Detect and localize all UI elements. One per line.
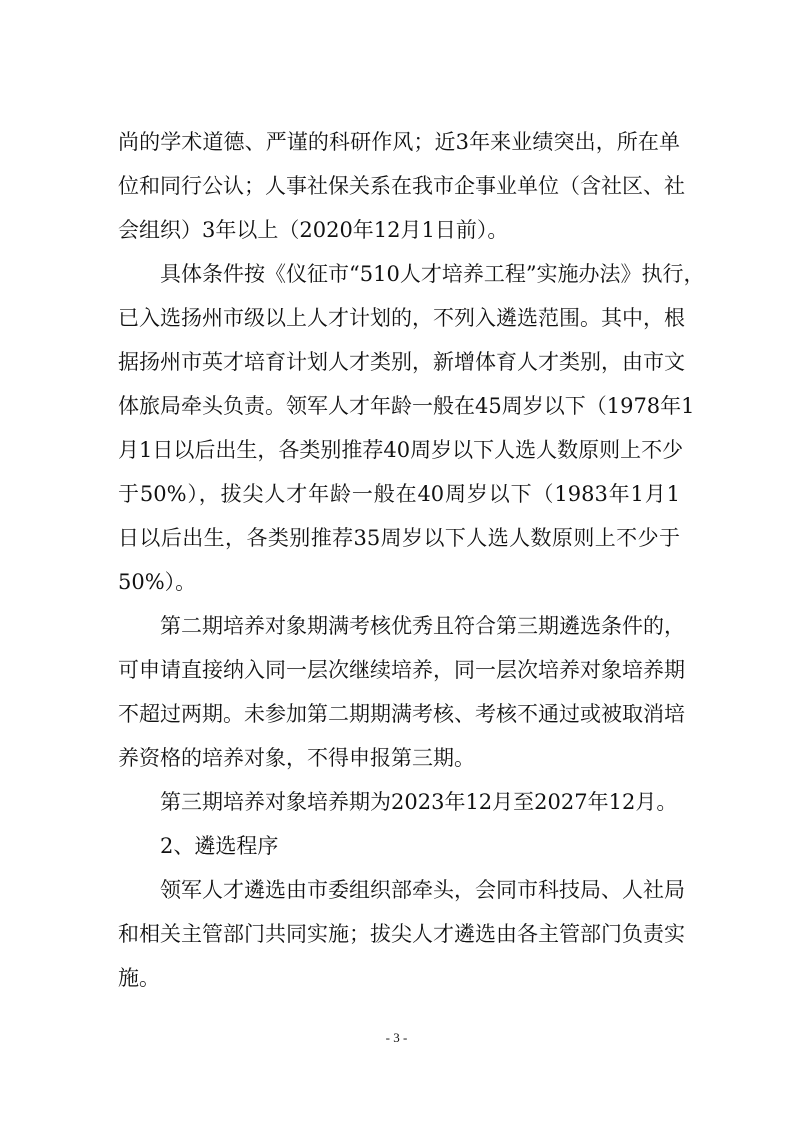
paragraph-line: 领军人才遴选由市委组织部牵头，会同市科技局、人社局 [160,878,685,902]
section-heading: 2、遴选程序 [160,834,279,858]
page-number: - 3 - [385,1030,408,1045]
paragraph-line: 不超过两期。未参加第二期期满考核、考核不通过或被取消培 [118,702,685,726]
paragraph-line: 具体条件按《仪征市“510人才培养工程”实施办法》执行， [160,262,705,286]
paragraph-line: 第三期培养对象培养期为2023年12月至2027年12月。 [160,790,678,814]
paragraph-line: 已入选扬州市级以上人才计划的，不列入遴选范围。其中，根 [118,306,685,330]
paragraph-line: 于50%），拔尖人才年龄一般在40周岁以下（1983年1月1 [118,482,680,506]
paragraph-line: 体旅局牵头负责。领军人才年龄一般在45周岁以下（1978年1 [118,394,695,418]
paragraph-line: 会组织）3年以上（2020年12月1日前）。 [118,218,509,242]
paragraph-line: 月1日以后出生，各类别推荐40周岁以下人选人数原则上不少 [118,438,684,462]
paragraph-line: 可申请直接纳入同一层次继续培养，同一层次培养对象培养期 [118,658,685,682]
paragraph-line: 日以后出生，各类别推荐35周岁以下人选人数原则上不少于 [118,526,680,550]
paragraph-line: 和相关主管部门共同实施；拔尖人才遴选由各主管部门负责实 [118,922,685,946]
paragraph-line: 50%）。 [118,570,197,594]
paragraph-line: 据扬州市英才培育计划人才类别，新增体育人才类别，由市文 [118,350,685,374]
paragraph-line: 位和同行公认；人事社保关系在我市企事业单位（含社区、社 [118,174,685,198]
paragraph-line: 第二期培养对象期满考核优秀且符合第三期遴选条件的， [160,614,685,638]
paragraph-line: 尚的学术道德、严谨的科研作风；近3年来业绩突出，所在单 [118,130,680,154]
paragraph-line: 施。 [118,966,160,990]
paragraph-line: 养资格的培养对象，不得申报第三期。 [118,746,475,770]
